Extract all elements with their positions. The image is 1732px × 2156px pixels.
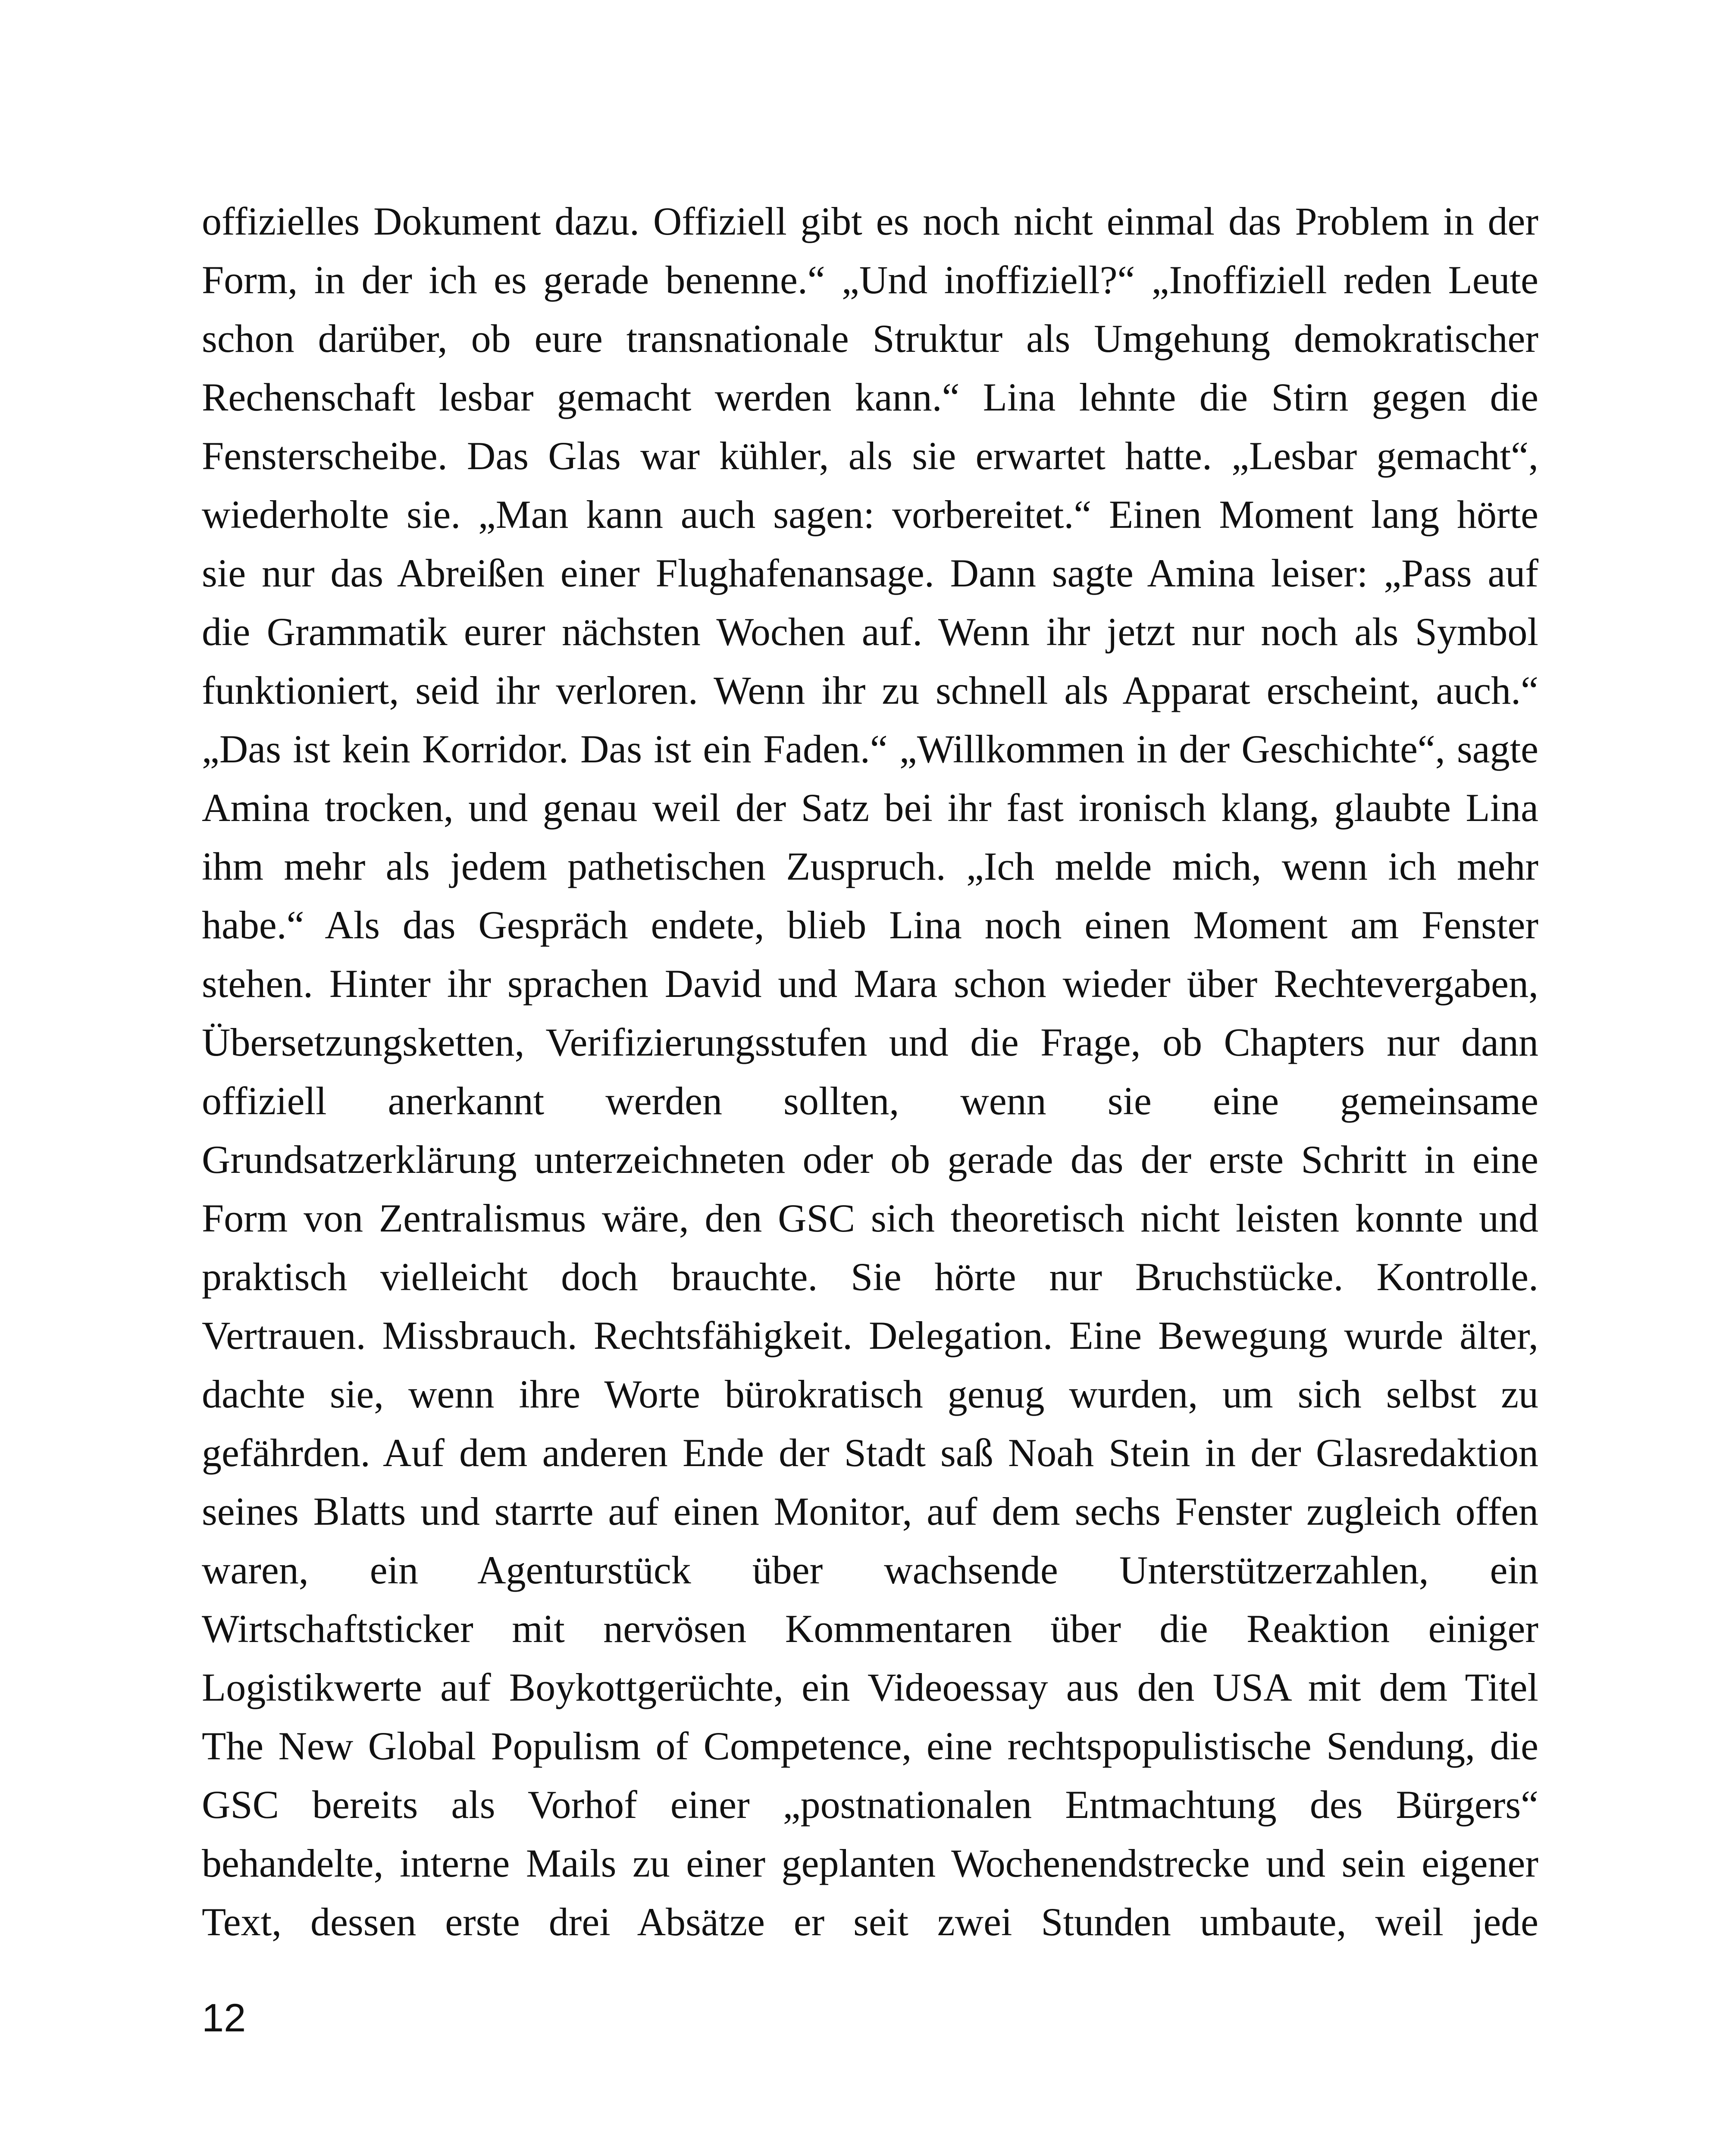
text-line: Text, dessen erste drei Absätze er seit zwei Stunden umbaute, weil jede [202,1900,1538,1944]
text-line: Rechenschaft lesbar gemacht werden kann.“ Lina lehnte die Stirn gegen die [202,375,1538,419]
text-line: die Grammatik eurer nächsten Wochen auf. Wenn ihr jetzt nur noch als Symbol [202,610,1538,654]
text-line: „Das ist kein Korridor. Das ist ein Faden.“ „Willkommen in der Geschichte“, sagte [202,727,1538,771]
text-line: offizielles Dokument dazu. Offiziell gibt es noch nicht einmal das Problem in der [202,199,1538,243]
text-line: Wirtschaftsticker mit nervösen Kommentaren über die Reaktion einiger [202,1607,1538,1651]
text-line: Form, in der ich es gerade benenne.“ „Und inoffiziell?“ „Inoffiziell reden Leute [202,258,1538,302]
text-line: sie nur das Abreißen einer Flughafenansage. Dann sagte Amina leiser: „Pass auf [202,551,1538,595]
text-line: funktioniert, seid ihr verloren. Wenn ihr zu schnell als Apparat erscheint, auch.“ [202,668,1538,712]
text-line: stehen. Hinter ihr sprachen David und Mara schon wieder über Rechtevergaben, [202,962,1538,1006]
text-line: praktisch vielleicht doch brauchte. Sie hörte nur Bruchstücke. Kontrolle. [202,1255,1538,1299]
text-line: offiziell anerkannt werden sollten, wenn sie eine gemeinsame [202,1079,1538,1123]
page-number: 12 [202,1996,246,2040]
text-line: schon darüber, ob eure transnationale Struktur als Umgehung demokratischer [202,317,1538,360]
text-line: The New Global Populism of Competence, eine rechtspopulistische Sendung, die [202,1724,1538,1768]
text-line: Amina trocken, und genau weil der Satz bei ihr fast ironisch klang, glaubte Lina [202,786,1538,830]
text-line: behandelte, interne Mails zu einer geplanten Wochenendstrecke und sein eigener [202,1841,1538,1885]
text-line: Grundsatzerklärung unterzeichneten oder ob gerade das der erste Schritt in eine [202,1138,1538,1181]
text-line: Fensterscheibe. Das Glas war kühler, als sie erwartet hatte. „Lesbar gemacht“, [202,434,1538,478]
text-line: wiederholte sie. „Man kann auch sagen: vorbereitet.“ Einen Moment lang hörte [202,492,1538,536]
text-line: Übersetzungsketten, Verifizierungsstufen und die Frage, ob Chapters nur dann [202,1020,1538,1064]
text-line: waren, ein Agenturstück über wachsende Unterstützerzahlen, ein [202,1548,1538,1592]
text-line: dachte sie, wenn ihre Worte bürokratisch genug wurden, um sich selbst zu [202,1372,1538,1416]
text-line: gefährden. Auf dem anderen Ende der Stadt saß Noah Stein in der Glasredaktion [202,1431,1538,1475]
text-line: ihm mehr als jedem pathetischen Zuspruch. „Ich melde mich, wenn ich mehr [202,844,1538,888]
text-line: Form von Zentralismus wäre, den GSC sich theoretisch nicht leisten konnte und [202,1196,1538,1240]
text-line: seines Blatts und starrte auf einen Monitor, auf dem sechs Fenster zugleich offen [202,1489,1538,1533]
text-line: GSC bereits als Vorhof einer „postnationalen Entmachtung des Bürgers“ [202,1783,1538,1827]
text-line: habe.“ Als das Gespräch endete, blieb Lina noch einen Moment am Fenster [202,903,1538,947]
body-text [202,192,1538,1951]
text-line: Vertrauen. Missbrauch. Rechtsfähigkeit. Delegation. Eine Bewegung wurde älter, [202,1313,1538,1357]
text-line: Logistikwerte auf Boykottgerüchte, ein Videoessay aus den USA mit dem Titel [202,1665,1538,1709]
